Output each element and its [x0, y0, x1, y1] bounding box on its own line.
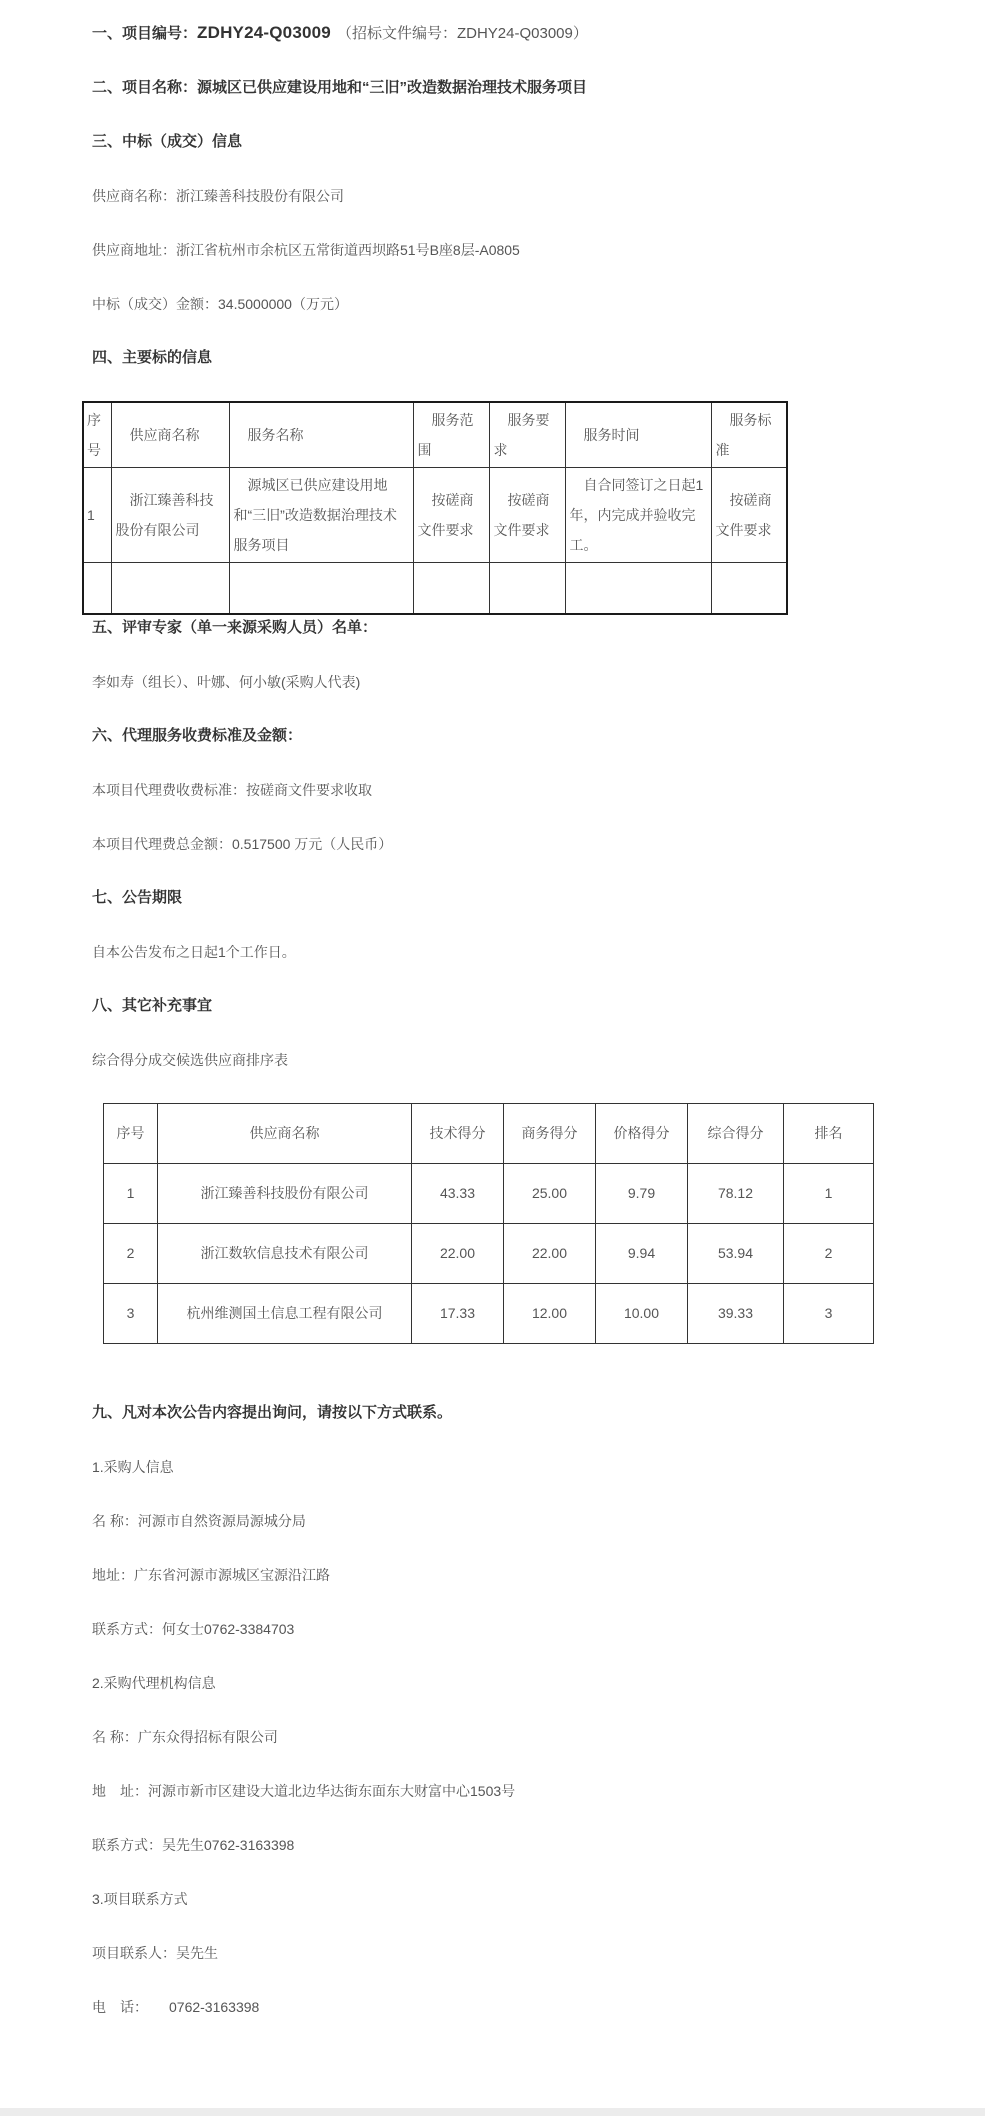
table-cell: 浙江数软信息技术有限公司 — [158, 1224, 412, 1284]
table-row — [104, 1224, 874, 1284]
table-cell: 2 — [104, 1224, 158, 1284]
table-row — [83, 468, 787, 563]
table-row-empty — [83, 563, 787, 615]
agency-contact-line: 联系方式：吴先生0762-3163398 — [92, 1837, 295, 1853]
section-heading-award-info: 三、中标（成交）信息 — [92, 133, 243, 150]
table-cell: 25.00 — [504, 1164, 596, 1224]
table-cell: 3 — [784, 1284, 874, 1344]
table-cell — [565, 563, 711, 615]
supplier-name-line: 供应商名称：浙江臻善科技股份有限公司 — [92, 188, 344, 204]
table-cell: 22.00 — [412, 1224, 504, 1284]
table-row — [104, 1164, 874, 1224]
supplier-address-line: 供应商地址：浙江省杭州市余杭区五常街道西坝路51号B座8层-A0805 — [92, 242, 520, 258]
table-cell — [489, 563, 565, 615]
section-heading-main-bid-info: 四、主要标的信息 — [92, 349, 213, 366]
purchaser-contact-line: 联系方式：何女士0762-3384703 — [92, 1621, 295, 1637]
purchaser-info-title: 1.采购人信息 — [92, 1459, 174, 1475]
table-cell — [229, 563, 413, 615]
table-cell: 43.33 — [412, 1164, 504, 1224]
project-phone-line: 电 话： 0762-3163398 — [92, 1999, 260, 2015]
column-header: 服务名称 — [229, 402, 413, 468]
table-cell: 1 — [784, 1164, 874, 1224]
table-cell: 源城区已供应建设用地和“三旧”改造数据治理技术服务项目 — [229, 468, 413, 563]
table-cell: 17.33 — [412, 1284, 504, 1344]
table-cell: 自合同签订之日起1年，内完成并验收完工。 — [565, 468, 711, 563]
table-row — [104, 1284, 874, 1344]
section-heading-supplement: 八、其它补充事宜 — [92, 997, 213, 1014]
agency-fee-standard-line: 本项目代理费收费标准：按磋商文件要求收取 — [92, 782, 372, 798]
table-cell: 9.79 — [596, 1164, 688, 1224]
award-amount-line: 中标（成交）金额：34.5000000（万元） — [92, 296, 348, 312]
bid-document-number: （招标文件编号：ZDHY24-Q03009） — [336, 25, 588, 42]
column-header: 服务标准 — [711, 402, 787, 468]
agency-name-line: 名 称：广东众得招标有限公司 — [92, 1729, 278, 1745]
table-cell: 9.94 — [596, 1224, 688, 1284]
section-heading-project-name: 二、项目名称：源城区已供应建设用地和“三旧”改造数据治理技术服务项目 — [92, 79, 588, 96]
project-contact-title: 3.项目联系方式 — [92, 1891, 188, 1907]
table-cell: 53.94 — [688, 1224, 784, 1284]
score-ranking-table — [103, 1103, 874, 1344]
column-header: 技术得分 — [412, 1104, 504, 1164]
table-cell: 12.00 — [504, 1284, 596, 1344]
table-cell: 2 — [784, 1224, 874, 1284]
table-cell: 按磋商文件要求 — [489, 468, 565, 563]
column-header: 服务要求 — [489, 402, 565, 468]
column-header: 商务得分 — [504, 1104, 596, 1164]
section-heading-agency-fee: 六、代理服务收费标准及金额： — [92, 727, 303, 744]
table-header-row — [83, 402, 787, 468]
section-heading-announcement-period: 七、公告期限 — [92, 889, 183, 906]
project-number-value: ZDHY24-Q03009 — [197, 23, 331, 42]
purchaser-name-line: 名 称：河源市自然资源局源城分局 — [92, 1513, 306, 1529]
column-header: 服务时间 — [565, 402, 711, 468]
project-contact-person-line: 项目联系人：吴先生 — [92, 1945, 218, 1961]
agency-fee-total-line: 本项目代理费总金额：0.517500 万元（人民币） — [92, 836, 393, 852]
table-cell: 78.12 — [688, 1164, 784, 1224]
column-header: 供应商名称 — [111, 402, 229, 468]
experts-list: 李如寿（组长）、叶娜、何小敏(采购人代表) — [92, 674, 361, 690]
column-header: 序号 — [83, 402, 111, 468]
project-number-label: 一、项目编号： — [92, 25, 198, 42]
main-bid-info-table — [82, 401, 788, 615]
table-cell: 浙江臻善科技股份有限公司 — [111, 468, 229, 563]
table-cell — [83, 563, 111, 615]
column-header: 供应商名称 — [158, 1104, 412, 1164]
column-header: 价格得分 — [596, 1104, 688, 1164]
table-cell: 3 — [104, 1284, 158, 1344]
table-cell — [111, 563, 229, 615]
section-heading-experts: 五、评审专家（单一来源采购人员）名单： — [92, 619, 378, 636]
table-cell: 39.33 — [688, 1284, 784, 1344]
table-header-row — [104, 1104, 874, 1164]
score-table-subtitle: 综合得分成交候选供应商排序表 — [92, 1052, 288, 1068]
table-cell: 22.00 — [504, 1224, 596, 1284]
announcement-period-line: 自本公告发布之日起1个工作日。 — [92, 944, 296, 960]
section-heading-project-number — [92, 22, 895, 45]
column-header: 综合得分 — [688, 1104, 784, 1164]
table-cell — [413, 563, 489, 615]
purchaser-address-line: 地址：广东省河源市源城区宝源沿江路 — [92, 1567, 330, 1583]
table-cell: 浙江臻善科技股份有限公司 — [158, 1164, 412, 1224]
agency-info-title: 2.采购代理机构信息 — [92, 1675, 216, 1691]
table-cell: 10.00 — [596, 1284, 688, 1344]
table-cell: 按磋商文件要求 — [711, 468, 787, 563]
section-heading-contact: 九、凡对本次公告内容提出询问，请按以下方式联系。 — [92, 1404, 453, 1421]
table-cell — [711, 563, 787, 615]
table-cell: 1 — [83, 468, 111, 563]
agency-address-line: 地 址：河源市新市区建设大道北边华达街东面东大财富中心1503号 — [92, 1783, 516, 1799]
column-header: 服务范围 — [413, 402, 489, 468]
table-cell: 按磋商文件要求 — [413, 468, 489, 563]
table-cell: 杭州维测国土信息工程有限公司 — [158, 1284, 412, 1344]
column-header: 序号 — [104, 1104, 158, 1164]
column-header: 排名 — [784, 1104, 874, 1164]
table-cell: 1 — [104, 1164, 158, 1224]
footer-strip — [0, 2108, 985, 2116]
